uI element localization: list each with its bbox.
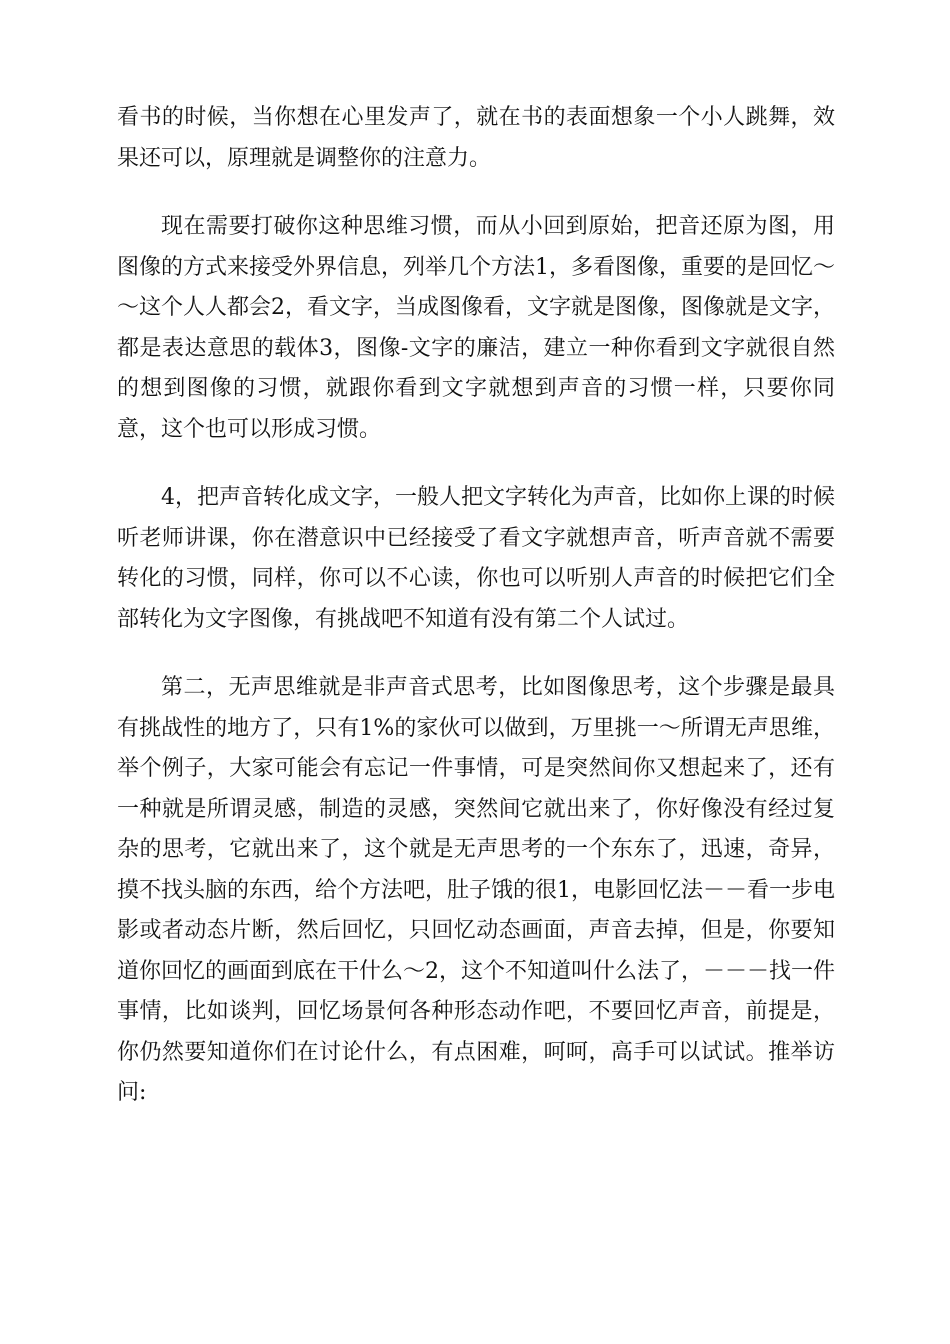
document-page (117, 98, 835, 1142)
paragraph-4: 第二，无声思维就是非声音式思考，比如图像思考，这个步骤是最具有挑战性的地方了，只有1%的家伙可以做到，万里挑一～所谓无声思维，举个例子，大家可能会有忘记一件事情，可是突然间你又想起来了，还有一种就是所谓灵感，制造的灵感，突然间它就出来了，你好像没有经过复杂的思考，它就出来了，这个就是无声思考的一个东东了，迅速，奇异，摸不找头脑的东西，给个方法吧，肚子饿的很1，电影回忆法－－看一步电影或者动态片断，然后回忆，只回忆动态画面，声音去掉，但是，你要知道你回忆的画面到底在干什么～2，这个不知道叫什么法了，－－－找一件事情，比如谈判，回忆场景何各种形态动作吧，不要回忆声音，前提是，你仍然要知道你们在讨论什么，有点困难，呵呵，高手可以试试。推举访问: (117, 675, 835, 1105)
paragraph-1: 看书的时候，当你想在心里发声了，就在书的表面想象一个小人跳舞，效果还可以，原理就是调整你的注意力。 (117, 105, 835, 171)
paragraph-3: 4，把声音转化成文字，一般人把文字转化为声音，比如你上课的时候听老师讲课，你在潜意识中已经接受了看文字就想声音，听声音就不需要转化的习惯，同样，你可以不心读，你也可以听别人声音的时候把它们全部转化为文字图像，有挑战吧不知道有没有第二个人试过。 (117, 485, 835, 632)
paragraph-2: 现在需要打破你这种思维习惯，而从小回到原始，把音还原为图，用图像的方式来接受外界信息，列举几个方法1，多看图像，重要的是回忆～～这个人人都会2，看文字，当成图像看，文字就是图像，图像就是文字，都是表达意思的载体3，图像-文字的廉洁，建立一种你看到文字就很自然的想到图像的习惯，就跟你看到文字就想到声音的习惯一样，只要你同意，这个也可以形成习惯。 (117, 214, 835, 442)
